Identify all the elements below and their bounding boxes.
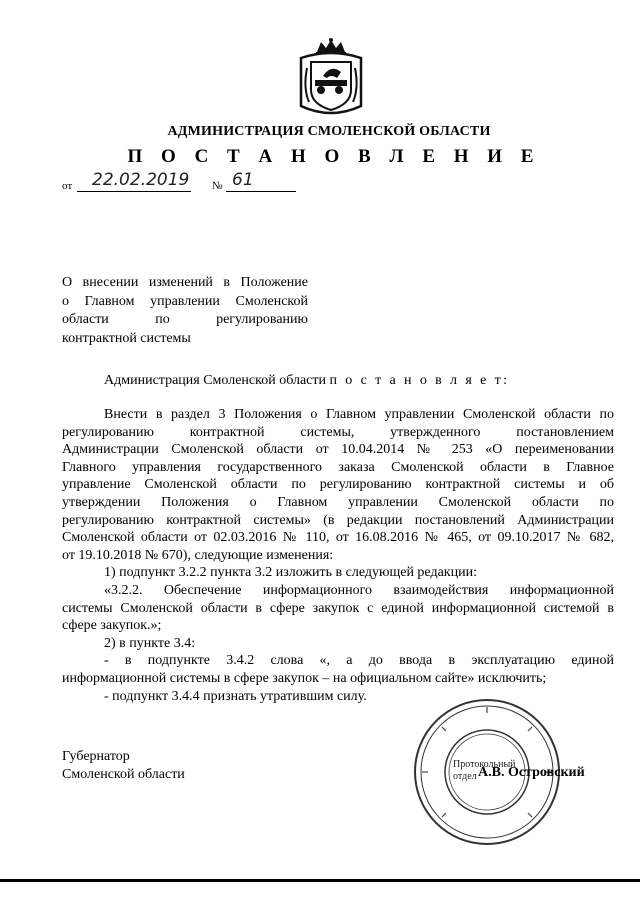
- preamble: [104, 373, 509, 389]
- subject-line: о Главном управлении Смоленской: [62, 293, 308, 309]
- body-line: от 19.10.2018 № 670), следующие изменения:: [62, 547, 334, 563]
- body-line: Смоленской области от 02.03.2016 № 110, от 16.08.2016 № 465, от 09.10.2017 № 682,: [62, 530, 614, 546]
- body-line: регулированию контрактной системы, утвержденного постановлением: [62, 424, 614, 440]
- body-line: «3.2.2. Обеспечение информационного взаимодействия информационной: [104, 582, 614, 598]
- signatory-title: [62, 748, 185, 784]
- number-value: 61: [232, 170, 254, 190]
- date-underline: [77, 191, 191, 192]
- footer-rule: [0, 879, 640, 882]
- body-line: - подпункт 3.4.4 признать утратившим силу.: [104, 688, 367, 704]
- coat-of-arms-emblem: [297, 38, 365, 120]
- number-underline: [226, 191, 296, 192]
- body-line: - в подпункте 3.4.2 слова «, а до ввода в эксплуатацию единой: [104, 653, 614, 669]
- body-line: утверждении Положения о Главном управлении Смоленской области по: [62, 494, 614, 510]
- document-type-title: П О С Т А Н О В Л Е Н И Е: [127, 146, 541, 167]
- body-line: Внести в раздел 3 Положения о Главном управлении Смоленской области по: [104, 407, 614, 422]
- body-line: Главного управления государственного заказа Смоленской области в Главное: [62, 459, 614, 475]
- body-line: регулированию контрактной системы» (в редакции постановлений Администрации: [62, 512, 614, 528]
- body-line: 1) подпункт 3.2.2 пункта 3.2 изложить в следующей редакции:: [104, 565, 477, 581]
- organization-title: АДМИНИСТРАЦИЯ СМОЛЕНСКОЙ ОБЛАСТИ: [167, 124, 491, 139]
- subject-line: контрактной системы: [62, 330, 191, 346]
- signatory-name: А.В. Островский: [478, 765, 585, 780]
- document-subject: [62, 274, 308, 348]
- body-line: Администрации Смоленской области от 10.04.2014 № 253 «О переименовании: [62, 442, 614, 458]
- body-line: 2) в пункте 3.4:: [104, 635, 196, 651]
- seal-inner-line: Протокольный: [453, 759, 516, 770]
- date-label: от: [62, 180, 73, 192]
- preamble-text: Администрация Смоленской области: [104, 373, 327, 388]
- date-value: 22.02.2019: [92, 170, 190, 190]
- body-line: сфере закупок.»;: [62, 618, 162, 634]
- subject-line: О внесении изменений в Положение: [62, 275, 308, 290]
- number-label: №: [212, 180, 223, 192]
- signatory-title-line: Губернатор: [62, 749, 130, 764]
- preamble-decree: п о с т а н о в л я е т:: [329, 373, 510, 388]
- seal-inner-line: отдел: [453, 771, 477, 782]
- document-body: [62, 406, 614, 705]
- body-line: системы Смоленской области в сфере закупок с единой информационной системой в: [62, 600, 614, 616]
- signatory-title-line: Смоленской области: [62, 767, 185, 782]
- body-line: информационной системы в сфере закупок – на официальном сайте» исключить;: [62, 670, 547, 686]
- subject-line: области по регулированию: [62, 312, 308, 327]
- body-line: управление Смоленской области по регулированию контрактной системы и об: [62, 477, 614, 493]
